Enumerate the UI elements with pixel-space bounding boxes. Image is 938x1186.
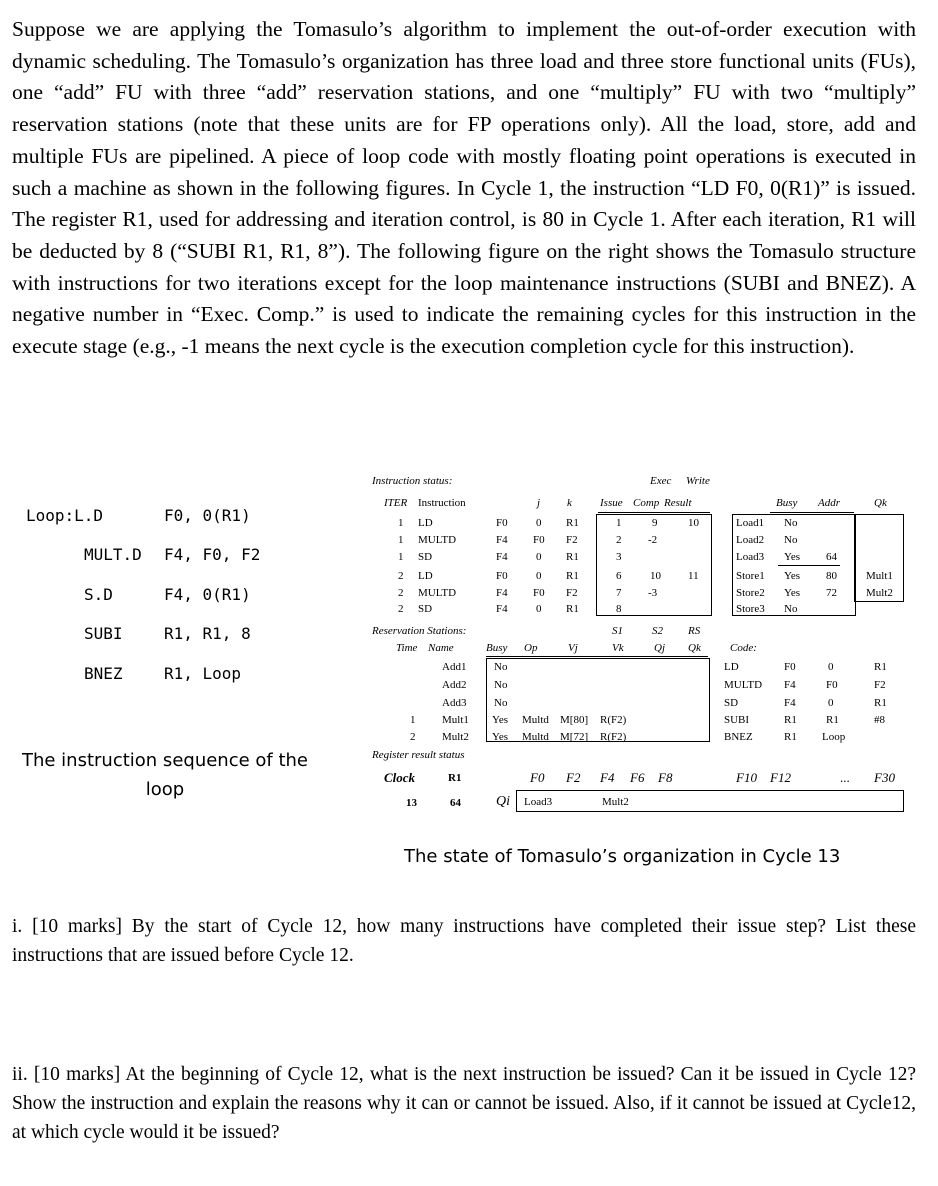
cell: F0 bbox=[496, 517, 508, 529]
code-operands: F4, 0(R1) bbox=[164, 585, 251, 604]
cell: M[72] bbox=[560, 731, 589, 743]
cell: MULTD bbox=[724, 679, 763, 691]
cell: Load1 bbox=[736, 517, 765, 529]
cell: 1 bbox=[410, 714, 416, 726]
cell: F4 bbox=[496, 587, 508, 599]
code-label: Loop:L.D bbox=[26, 506, 104, 525]
cell: R1 bbox=[566, 517, 579, 529]
cell: F4 bbox=[784, 697, 796, 709]
cell: 64 bbox=[826, 551, 837, 563]
cell: Mult2 bbox=[866, 587, 893, 599]
cell: 0 bbox=[536, 570, 542, 582]
reg-f12: F12 bbox=[770, 770, 791, 785]
cell: 9 bbox=[652, 517, 658, 529]
cell: Store2 bbox=[736, 587, 765, 599]
cell: R1 bbox=[874, 661, 887, 673]
cell: 0 bbox=[828, 697, 834, 709]
col-k: k bbox=[567, 497, 572, 509]
cell: F4 bbox=[496, 603, 508, 615]
cell: 2 bbox=[616, 534, 622, 546]
cell: Yes bbox=[784, 570, 801, 582]
reg-qi-label: Qi bbox=[496, 794, 510, 809]
col-comp: Comp bbox=[633, 497, 660, 509]
col-instruction: Instruction bbox=[418, 497, 466, 509]
reg-f8: F8 bbox=[658, 770, 673, 785]
cell: M[80] bbox=[560, 714, 589, 726]
cell: No bbox=[784, 517, 798, 529]
code-label: SUBI bbox=[84, 624, 123, 643]
code-title: Code: bbox=[730, 642, 757, 654]
cell: 2 bbox=[398, 570, 404, 582]
rs-hdr-op: Op bbox=[524, 642, 538, 654]
cell: R1 bbox=[826, 714, 839, 726]
cell: 0 bbox=[536, 603, 542, 615]
cell: No bbox=[784, 534, 798, 546]
write-label: Write bbox=[686, 475, 710, 487]
code-operands: F4, F0, F2 bbox=[164, 545, 261, 564]
code-operands: R1, R1, 8 bbox=[164, 624, 251, 643]
cell: R(F2) bbox=[600, 714, 627, 726]
rs-hdr-vk: Vk bbox=[612, 642, 624, 654]
cell: Multd bbox=[522, 714, 549, 726]
cell: Load3 bbox=[736, 551, 765, 563]
cell: SD bbox=[724, 697, 739, 709]
question-2: ii. [10 marks] At the beginning of Cycle 12, what is the next instruction be issued? Can it be issued in Cycle 12? Show the instruction and explain the reasons why it can or cannot be issued. Also, if it cannot be issued at Cycle12, at which cycle would it be issued? bbox=[12, 1064, 916, 1143]
cell: 1 bbox=[398, 534, 404, 546]
cell: MULTD bbox=[418, 534, 457, 546]
cell: Loop bbox=[822, 731, 846, 743]
instr-status-title: Instruction status: bbox=[372, 475, 453, 487]
cell: 1 bbox=[398, 517, 404, 529]
cell: 0 bbox=[828, 661, 834, 673]
reg-f0: F0 bbox=[530, 770, 545, 785]
cell: No bbox=[494, 697, 508, 709]
cell: 2 bbox=[398, 587, 404, 599]
code-label: S.D bbox=[84, 585, 113, 604]
cell: SUBI bbox=[724, 714, 750, 726]
reg-title: Register result status bbox=[372, 749, 465, 761]
cell: BNEZ bbox=[724, 731, 753, 743]
cell: Store1 bbox=[736, 570, 765, 582]
col-issue: Issue bbox=[600, 497, 623, 509]
cell: F0 bbox=[533, 534, 545, 546]
cell: MULTD bbox=[418, 587, 457, 599]
cell: 10 bbox=[688, 517, 699, 529]
cell: R1 bbox=[566, 603, 579, 615]
rs-hdr-qj: Qj bbox=[654, 642, 665, 654]
reg-qi-f0: Load3 bbox=[524, 796, 553, 808]
cell: 2 bbox=[410, 731, 416, 743]
rs-hdr-vj: Vj bbox=[568, 642, 578, 654]
cell: F2 bbox=[566, 587, 578, 599]
cell: Yes bbox=[492, 731, 509, 743]
cell: LD bbox=[418, 570, 433, 582]
cell: Yes bbox=[784, 587, 801, 599]
cell: LD bbox=[418, 517, 433, 529]
code-label: MULT.D bbox=[84, 545, 142, 564]
cell: F2 bbox=[566, 534, 578, 546]
cell: 8 bbox=[616, 603, 622, 615]
reg-f6: F6 bbox=[630, 770, 645, 785]
reg-f10: F10 bbox=[736, 770, 757, 785]
cell: R1 bbox=[784, 714, 797, 726]
reg-ellipsis: ... bbox=[840, 770, 850, 785]
col-j: j bbox=[537, 497, 541, 509]
code-label: BNEZ bbox=[84, 664, 123, 683]
cell: SD bbox=[418, 603, 433, 615]
rs-hdr-rs: RS bbox=[688, 625, 701, 637]
loop-caption bbox=[20, 746, 310, 804]
reg-r1-label: R1 bbox=[448, 772, 462, 784]
col-iter: ITER bbox=[384, 497, 408, 509]
rs-hdr-s1: S1 bbox=[612, 625, 623, 637]
cell: 10 bbox=[650, 570, 661, 582]
cell: 0 bbox=[536, 517, 542, 529]
reg-clock-value: 13 bbox=[406, 797, 417, 809]
reg-f4: F4 bbox=[600, 770, 615, 785]
cell: Add3 bbox=[442, 697, 467, 709]
cell: 72 bbox=[826, 587, 837, 599]
cell: Yes bbox=[492, 714, 509, 726]
cell: R1 bbox=[874, 697, 887, 709]
cell: No bbox=[494, 679, 508, 691]
rs-hdr-busy: Busy bbox=[486, 642, 508, 654]
cell: R1 bbox=[566, 570, 579, 582]
cell: 2 bbox=[398, 603, 404, 615]
code-operands: F0, 0(R1) bbox=[164, 506, 251, 525]
cell: No bbox=[784, 603, 798, 615]
cell: R1 bbox=[784, 731, 797, 743]
cell: Multd bbox=[522, 731, 549, 743]
rs-title: Reservation Stations: bbox=[372, 625, 467, 637]
reg-f30: F30 bbox=[874, 770, 895, 785]
figure-caption: The state of Tomasulo’s organization in Cycle 13 bbox=[404, 846, 841, 867]
exec-label: Exec bbox=[650, 475, 672, 487]
reg-r1-value: 64 bbox=[450, 797, 461, 809]
cell: Mult1 bbox=[866, 570, 893, 582]
cell: F0 bbox=[496, 570, 508, 582]
cell: R1 bbox=[566, 551, 579, 563]
cell: LD bbox=[724, 661, 739, 673]
cell: 3 bbox=[616, 551, 622, 563]
cell: Add2 bbox=[442, 679, 467, 691]
cell: Mult1 bbox=[442, 714, 469, 726]
buffer-hdr-addr: Addr bbox=[818, 497, 840, 509]
cell: 7 bbox=[616, 587, 622, 599]
cell: 1 bbox=[398, 551, 404, 563]
loop-caption-line: The instruction sequence of the bbox=[21, 750, 309, 771]
question-1: i. [10 marks] By the start of Cycle 12, how many instructions have completed their issue step? List these instructions that are issued before Cycle 12. bbox=[12, 916, 916, 966]
code-operands: R1, Loop bbox=[164, 664, 242, 683]
cell: F4 bbox=[784, 679, 796, 691]
rs-box bbox=[486, 658, 710, 742]
rs-hdr-s2: S2 bbox=[652, 625, 663, 637]
cell: 11 bbox=[688, 570, 699, 582]
cell: F0 bbox=[533, 587, 545, 599]
cell: 0 bbox=[536, 551, 542, 563]
buffer-hdr-qk: Qk bbox=[874, 497, 887, 509]
loop-caption-line: loop bbox=[145, 779, 185, 800]
rs-hdr-name: Name bbox=[428, 642, 454, 654]
reg-qi-box bbox=[516, 790, 904, 812]
intro-paragraph: Suppose we are applying the Tomasulo’s algorithm to implement the out-of-order execution with dynamic scheduling. The Tomasulo’s organization has three load and three store functional units (FUs), one “add” FU with three “add” reservation stations, and one “multiply” FU with two “multiply” reservation stations (note that these units are for FP operations only). All the load, store, add and multiple FUs are pipelined. A piece of loop code with mostly floating point operations is executed in such a machine as shown in the following figures. In Cycle 1, the instruction “LD F0, 0(R1)” is issued. The register R1, used for addressing and iteration control, is 80 in Cycle 1. After each iteration, R1 will be deducted by 8 (“SUBI R1, R1, 8”). The following figure on the right shows the Tomasulo structure with instructions for two iterations except for the loop maintenance instructions (SUBI and BNEZ). A negative number in “Exec. Comp.” is used to indicate the remaining cycles for this instruction in the execute stage (e.g., -1 means the next cycle is the execution completion cycle for this instruction). bbox=[12, 17, 916, 359]
cell: #8 bbox=[874, 714, 885, 726]
reg-clock-label: Clock bbox=[384, 770, 416, 785]
cell: -3 bbox=[648, 587, 658, 599]
cell: SD bbox=[418, 551, 433, 563]
cell: Add1 bbox=[442, 661, 467, 673]
rs-hdr-time: Time bbox=[396, 642, 418, 654]
cell: F0 bbox=[784, 661, 796, 673]
cell: 80 bbox=[826, 570, 837, 582]
cell: Yes bbox=[784, 551, 801, 563]
rs-hdr-qk: Qk bbox=[688, 642, 701, 654]
reg-qi-f4: Mult2 bbox=[602, 796, 629, 808]
cell: 6 bbox=[616, 570, 622, 582]
instr-status-box bbox=[596, 514, 712, 616]
cell: Mult2 bbox=[442, 731, 469, 743]
cell: R(F2) bbox=[600, 731, 627, 743]
cell: Store3 bbox=[736, 603, 765, 615]
cell: F4 bbox=[496, 551, 508, 563]
reg-f2: F2 bbox=[566, 770, 581, 785]
cell: F2 bbox=[874, 679, 886, 691]
cell: Load2 bbox=[736, 534, 765, 546]
cell: 1 bbox=[616, 517, 622, 529]
cell: F0 bbox=[826, 679, 838, 691]
col-result: Result bbox=[664, 497, 692, 509]
cell: No bbox=[494, 661, 508, 673]
cell: F4 bbox=[496, 534, 508, 546]
buffer-hdr-busy: Busy bbox=[776, 497, 798, 509]
cell: -2 bbox=[648, 534, 658, 546]
